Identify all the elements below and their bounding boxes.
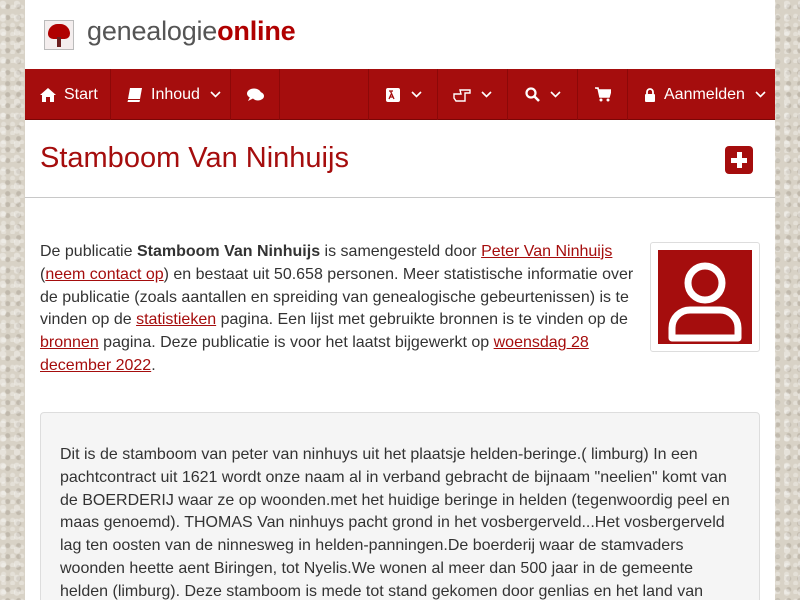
home-icon: [40, 88, 56, 102]
search-icon: [525, 87, 540, 102]
statistics-link[interactable]: statistieken: [136, 311, 217, 329]
intro-text: pagina. Een lijst met gebruikte bronnen is te vinden op de: [216, 311, 628, 329]
plus-square-icon[interactable]: [725, 146, 753, 174]
contact-link[interactable]: neem contact op: [45, 265, 164, 283]
intro-text: is samengesteld door: [320, 243, 482, 260]
publication-intro: [40, 241, 635, 378]
shopping-cart-icon: [595, 87, 611, 102]
hand-pointer-icon: [453, 88, 471, 102]
title-row: [25, 120, 775, 198]
author-link[interactable]: Peter Van Ninhuijs: [481, 243, 613, 260]
nav-login[interactable]: [628, 69, 775, 120]
nav-pointer-menu[interactable]: [438, 69, 508, 120]
nav-start-label: Start: [64, 85, 98, 103]
brand-name-accent: online: [217, 16, 296, 46]
chevron-down-icon: [550, 91, 561, 98]
intro-text: De publicatie: [40, 243, 137, 260]
nav-search[interactable]: [508, 69, 578, 120]
brand-bar: [25, 0, 775, 69]
intro-text: ) en bestaat uit 50.658 personen. Meer statistische informatie over de publicatie (zoals aantallen en spreiding van genealogische gebeurtenissen) is te vinden op de: [40, 265, 634, 329]
book-icon: [127, 88, 143, 102]
nav-cart[interactable]: [578, 69, 628, 120]
publication-name: Stamboom Van Ninhuijs: [136, 243, 321, 260]
nav-start[interactable]: [25, 69, 111, 120]
page-title: Stamboom Van Ninhuijs: [40, 142, 349, 174]
description-text: Dit is de stamboom van peter van ninhuys uit het plaatsje helden-beringe.( limburg) In een pachtcontract uit 1621 wordt onze naam al in verband gebracht de bijnaam "neelien" komt van de BOERDERIJ waar ze op woonden.met het huidige beringe in helden (tegenwoordig peel en maas genoemd). THOMAS Van ninhuys pacht grond in het vosbergerveld...Het vosbergerveld lag ten oosten van de ninnesweg in helden-panningen.De boerderij waar de stamvaders woonden heette aent Biringen, tot Nyelis.We wonen al meer dan 500 jaar in de gemeente helden (limburg). Deze stamboom is mede tot stand gekomen door genlias en het land van: [60, 446, 730, 600]
publication-description: [40, 412, 760, 600]
nav-inhoud[interactable]: [111, 69, 231, 120]
author-avatar[interactable]: [650, 242, 760, 352]
chevron-down-icon: [210, 91, 221, 98]
nav-forum[interactable]: [231, 69, 280, 120]
comments-icon: [247, 88, 264, 102]
lock-icon: [644, 88, 656, 102]
intro-text: .: [151, 356, 156, 374]
chevron-down-icon: [411, 91, 422, 98]
brand-name-plain: genealogie: [87, 16, 218, 46]
page-container: [25, 0, 775, 600]
site-logo-text[interactable]: [87, 16, 295, 47]
nav-inhoud-label: Inhoud: [151, 85, 200, 103]
sources-link[interactable]: bronnen: [40, 334, 99, 352]
user-icon: [658, 250, 752, 344]
chevron-down-icon: [481, 91, 492, 98]
last-updated-link[interactable]: woensdag 28 december 2022: [40, 334, 589, 374]
intro-text: pagina. Deze publicatie is voor het laatst bijgewerkt op: [98, 334, 494, 352]
main-navbar: [25, 69, 775, 120]
chevron-down-icon: [755, 91, 766, 98]
intro-text: (: [40, 265, 46, 283]
tree-logo-icon[interactable]: [44, 20, 74, 50]
translate-icon: [385, 87, 401, 103]
nav-language[interactable]: [368, 69, 438, 120]
nav-login-label: Aanmelden: [664, 85, 745, 103]
